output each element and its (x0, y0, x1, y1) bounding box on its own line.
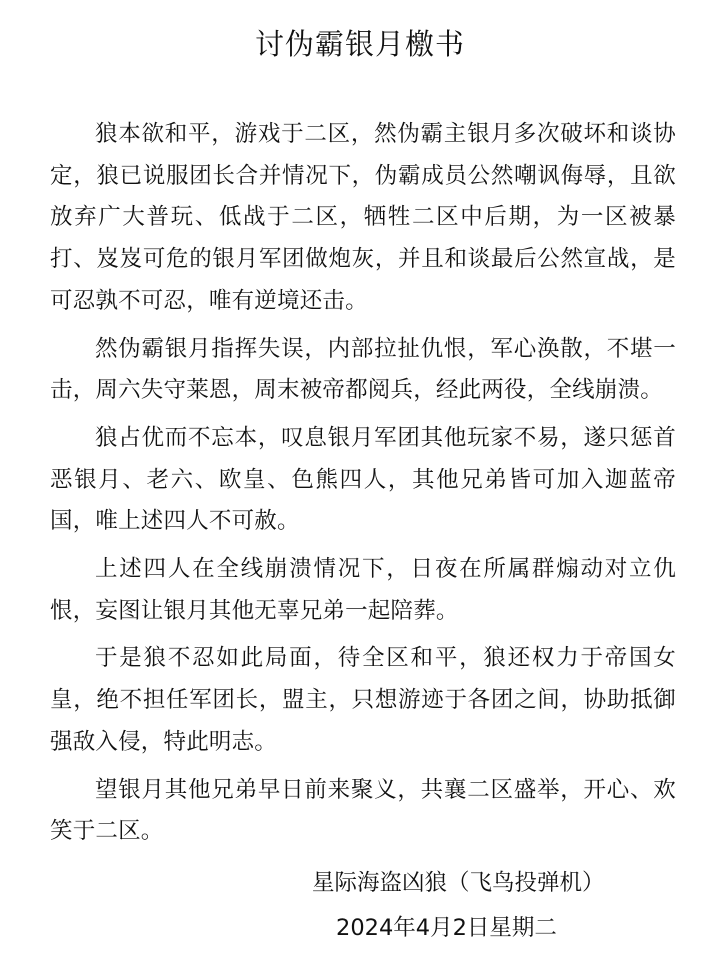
paragraph-6: 望银月其他兄弟早日前来聚义，共襄二区盛举，开心、欢笑于二区。 (50, 776, 676, 845)
paragraph-4: 上述四人在全线崩溃情况下，日夜在所属群煽动对立仇恨，妄图让银月其他无辜兄弟一起陪葬。 (50, 556, 676, 624)
paragraph-5: 于是狼不忍如此局面，待全区和平，狼还权力于帝国女皇，绝不担任军团长，盟主，只想游迹于各团之间，协助抵御强敌入侵，特此明志。 (50, 645, 676, 755)
signature: 星际海盗凶狼（飞鸟投弹机） (312, 870, 605, 896)
document-title: 讨伪霸银月檄书 (254, 27, 465, 61)
paragraph-1: 狼本欲和平，游戏于二区，然伪霸主银月多次破坏和谈协定，狼已说服团长合并情况下，伪霸成员公然嘲讽侮辱，且欲放弃广大普玩、低战于二区，牺牲二区中后期，为一区被暴打、岌岌可危的银月军团做炮灰，并且和谈最后公然宣战，是可忍孰不可忍，唯有逆境还击。 (50, 121, 676, 314)
date-line: 2024年4月2日星期二 (336, 915, 557, 941)
paragraph-3: 狼占优而不忘本，叹息银月军团其他玩家不易，遂只惩首恶银月、老六、欧皇、色熊四人，其他兄弟皆可加入迦蓝帝国，唯上述四人不可赦。 (50, 424, 676, 535)
document-body (50, 114, 676, 859)
paragraph-2: 然伪霸银月指挥失误，内部拉扯仇恨，军心涣散，不堪一击，周六失守莱恩，周末被帝都阅兵，经此两役，全线崩溃。 (50, 335, 676, 404)
